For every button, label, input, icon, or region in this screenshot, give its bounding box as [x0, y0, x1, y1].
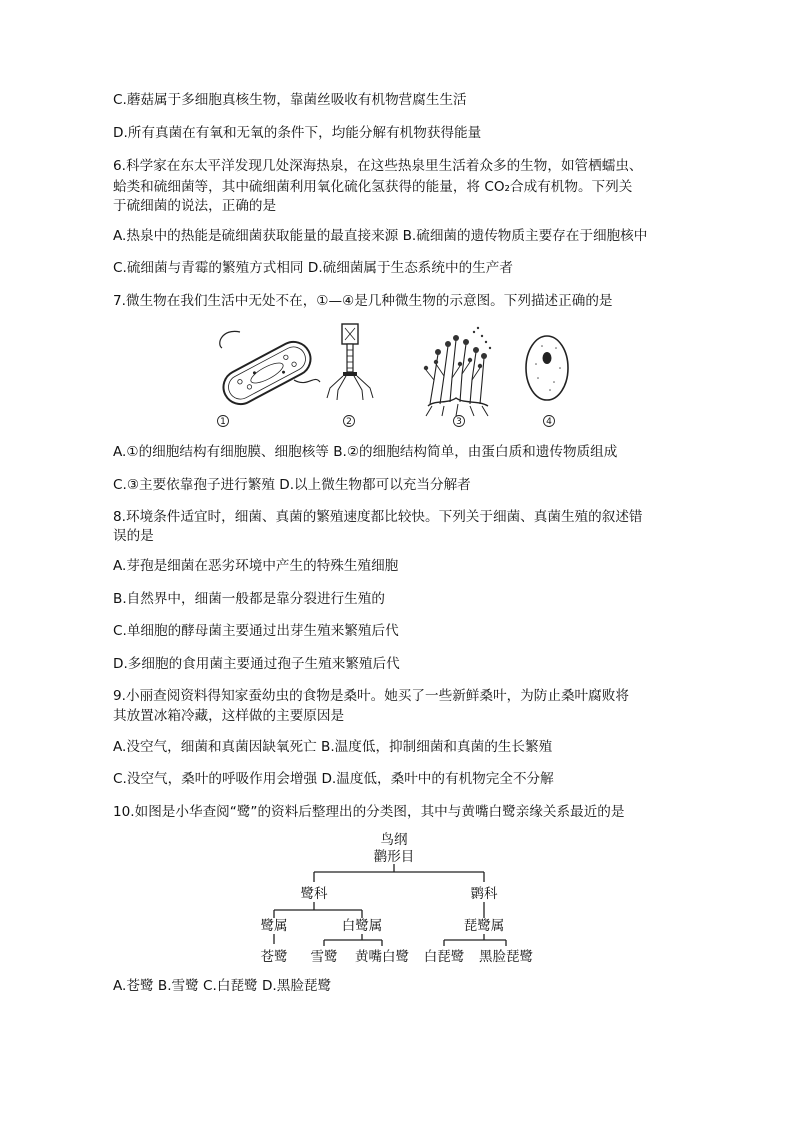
text-line: C.③主要依靠孢子进行繁殖 D.以上微生物都可以充当分解者 — [113, 477, 471, 493]
text-line: 误的是 — [113, 528, 154, 544]
text-line: 10.如图是小华查阅“鹭”的资料后整理出的分类图，其中与黄嘴白鹭亲缘关系最近的是 — [113, 804, 625, 820]
figure-number-4 — [544, 416, 555, 428]
tree-genus-label: 白鹭属 — [341, 918, 383, 934]
bacteriophage-illustration — [327, 324, 373, 400]
text-line: A.热泉中的热能是硫细菌获取能量的最直接来源 B.硫细菌的遗传物质主要存在于细胞核中 — [113, 228, 648, 244]
yeast-illustration — [526, 336, 568, 400]
text-line: C.单细胞的酵母菌主要通过出芽生殖来繁殖后代 — [113, 623, 399, 639]
text-line: A.①的细胞结构有细胞膜、细胞核等 B.②的细胞结构简单，由蛋白质和遗传物质组成 — [113, 444, 618, 460]
text-line: 蛤类和硫细菌等，其中硫细菌利用氧化硫化氢获得的能量，将 CO₂合成有机物。下列关 — [113, 179, 633, 195]
tree-genus-label: 鹭属 — [260, 918, 288, 934]
tree-species-label: 雪鹭 — [310, 949, 338, 965]
tree-species-label: 黄嘴白鹭 — [355, 949, 409, 965]
tree-genus-label: 琵鹭属 — [463, 918, 505, 934]
text-line: 6.科学家在东太平洋发现几处深海热泉，在这些热泉里生活着众多的生物，如管栖蠕虫、 — [113, 158, 643, 174]
text-line: A.没空气，细菌和真菌因缺氧死亡 B.温度低，抑制细菌和真菌的生长繁殖 — [113, 739, 553, 755]
tree-species-label: 黑脸琵鹭 — [479, 949, 533, 965]
bacterium-illustration — [218, 331, 320, 410]
svg-text:1: 1 — [220, 417, 226, 427]
text-line: A.苍鹭 B.雪鹭 C.白琵鹭 D.黑脸琵鹭 — [113, 978, 332, 994]
text-line: C.硫细菌与青霉的繁殖方式相同 D.硫细菌属于生态系统中的生产者 — [113, 260, 513, 276]
tree-order-label: 鹳形目 — [373, 849, 415, 865]
classification-tree — [258, 830, 548, 968]
text-line: C.蘑菇属于多细胞真核生物，靠菌丝吸收有机物营腐生生活 — [113, 92, 467, 108]
svg-text:3: 3 — [456, 417, 462, 427]
mold-illustration — [424, 327, 491, 416]
tree-family-label: 鹭科 — [300, 886, 328, 902]
figure-number-2 — [344, 416, 355, 428]
text-line: 于硫细菌的说法，正确的是 — [113, 198, 277, 214]
text-line: A.芽孢是细菌在恶劣环境中产生的特殊生殖细胞 — [113, 558, 399, 574]
tree-species-label: 白琵鹭 — [423, 949, 465, 965]
microorganism-figure — [212, 318, 592, 430]
text-line: B.自然界中，细菌一般都是靠分裂进行生殖的 — [113, 591, 385, 607]
text-line: 8.环境条件适宜时，细菌、真菌的繁殖速度都比较快。下列关于细菌、真菌生殖的叙述错 — [113, 509, 643, 525]
text-line: C.没空气，桑叶的呼吸作用会增强 D.温度低，桑叶中的有机物完全不分解 — [113, 771, 554, 787]
figure-number-1 — [218, 416, 229, 428]
text-line: 7.微生物在我们生活中无处不在，①—④是几种微生物的示意图。下列描述正确的是 — [113, 293, 613, 309]
figure-number-3 — [454, 416, 465, 428]
tree-family-label: 鹮科 — [470, 886, 498, 902]
tree-class-label: 鸟纲 — [380, 832, 408, 848]
text-line: D.所有真菌在有氧和无氧的条件下，均能分解有机物获得能量 — [113, 125, 482, 141]
text-line: 其放置冰箱冷藏，这样做的主要原因是 — [113, 708, 345, 724]
svg-text:4: 4 — [546, 417, 552, 427]
text-line: 9.小丽查阅资料得知家蚕幼虫的食物是桑叶。她买了一些新鲜桑叶，为防止桑叶腐败将 — [113, 688, 629, 704]
tree-species-label: 苍鹭 — [260, 949, 288, 965]
svg-text:2: 2 — [346, 417, 352, 427]
text-line: D.多细胞的食用菌主要通过孢子生殖来繁殖后代 — [113, 656, 400, 672]
